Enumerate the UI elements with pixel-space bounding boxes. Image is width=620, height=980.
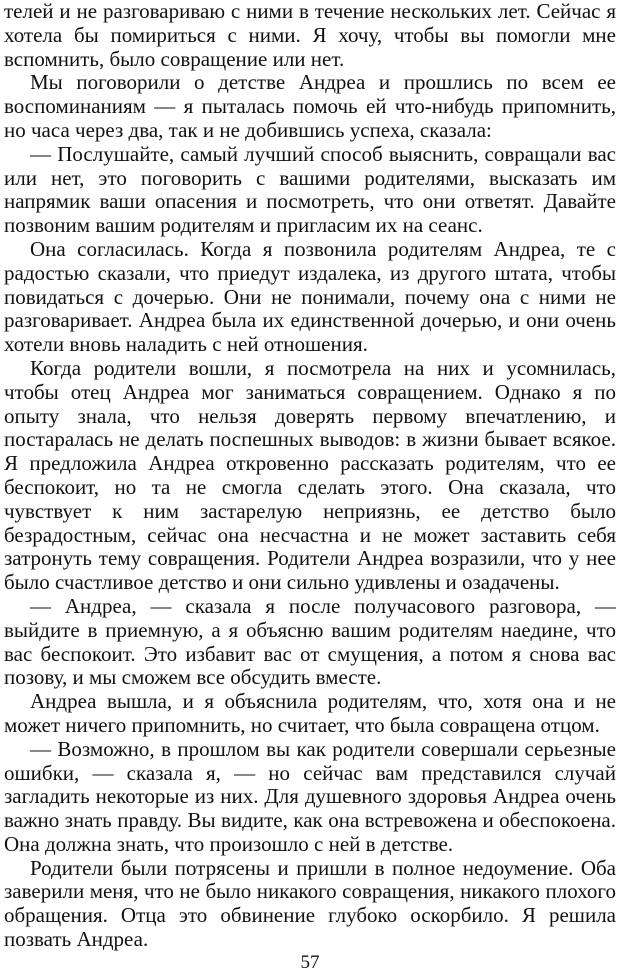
paragraph-4: Она согласилась. Когда я позвонила родителям Андреа, те с радостью сказали, что приедут издалека, из другого штата, чтобы повидаться с дочерью. Они не понимали, почему она с ними не разговаривает. Андреа была их единственной дочерью, и они очень хотели вновь наладить с ней отношения.: [4, 236, 616, 357]
body-text: [4, 0, 616, 952]
paragraph-1: телей и не разговариваю с ними в течение нескольких лет. Сейчас я хотела бы помириться с ними. Я хочу, чтобы вы помогли мне вспомнить, было совращение или нет.: [4, 0, 616, 71]
paragraph-7: Андреа вышла, и я объяснила родителям, что, хотя она и не может ничего припомнить, но считает, что была совращена отцом.: [4, 689, 616, 737]
paragraph-3: — Послушайте, самый лучший способ выяснить, совращали вас или нет, это поговорить с вашими родителями, высказать им напрямик ваши опасения и посмотреть, что они ответят. Давайте позвоним вашим родителям и пригласим их на сеанс.: [4, 141, 616, 238]
paragraph-6: — Андреа, — сказала я после получасового разговора, — выйдите в приемную, а я объясню вашим родителям наедине, что вас беспокоит. Это избавит вас от смущения, а потом я снова вас позову, и мы сможем все обсудить вместе.: [4, 593, 616, 690]
paragraph-2: Мы поговорили о детстве Андреа и прошлись по всем ее воспоминаниям — я пыталась помочь ей что-нибудь припомнить, но часа через два, так и не добившись успеха, сказала:: [4, 70, 616, 142]
paragraph-9: Родители были потрясены и пришли в полное недоумение. Оба заверили меня, что не было никакого совращения, никакого плохого обращения. Отца это обвинение глубоко оскорбило. Я решила позвать Андреа.: [4, 855, 616, 952]
paragraph-8: — Возможно, в прошлом вы как родители совершали серьезные ошибки, — сказала я, — но сейчас вам представился случай загладить некоторые из них. Для душевного здоровья Андреа очень важно знать правду. Вы видите, как она встревожена и обеспокоена. Она должна знать, что произошло с ней в детстве.: [4, 736, 616, 856]
paragraph-5: Когда родители вошли, я посмотрела на них и усомнилась, чтобы отец Андреа мог заниматься совращением. Однако я по опыту знала, что нельзя доверять первому впечатлению, и постаралась не делать поспешных выводов: в жизни бывает всякое. Я предложила Андреа откровенно рассказать родителям, что ее беспокоит, но та не смогла сделать этого. Она сказала, что чувствует к ним застарелую неприязнь, ее детство было безрадостным, сейчас она несчастна и не может заставить себя затронуть тему совращения. Родители Андреа возразили, что у нее было счастливое детство и они сильно удивлены и озадачены.: [4, 355, 616, 595]
page-number: 57: [300, 952, 320, 973]
